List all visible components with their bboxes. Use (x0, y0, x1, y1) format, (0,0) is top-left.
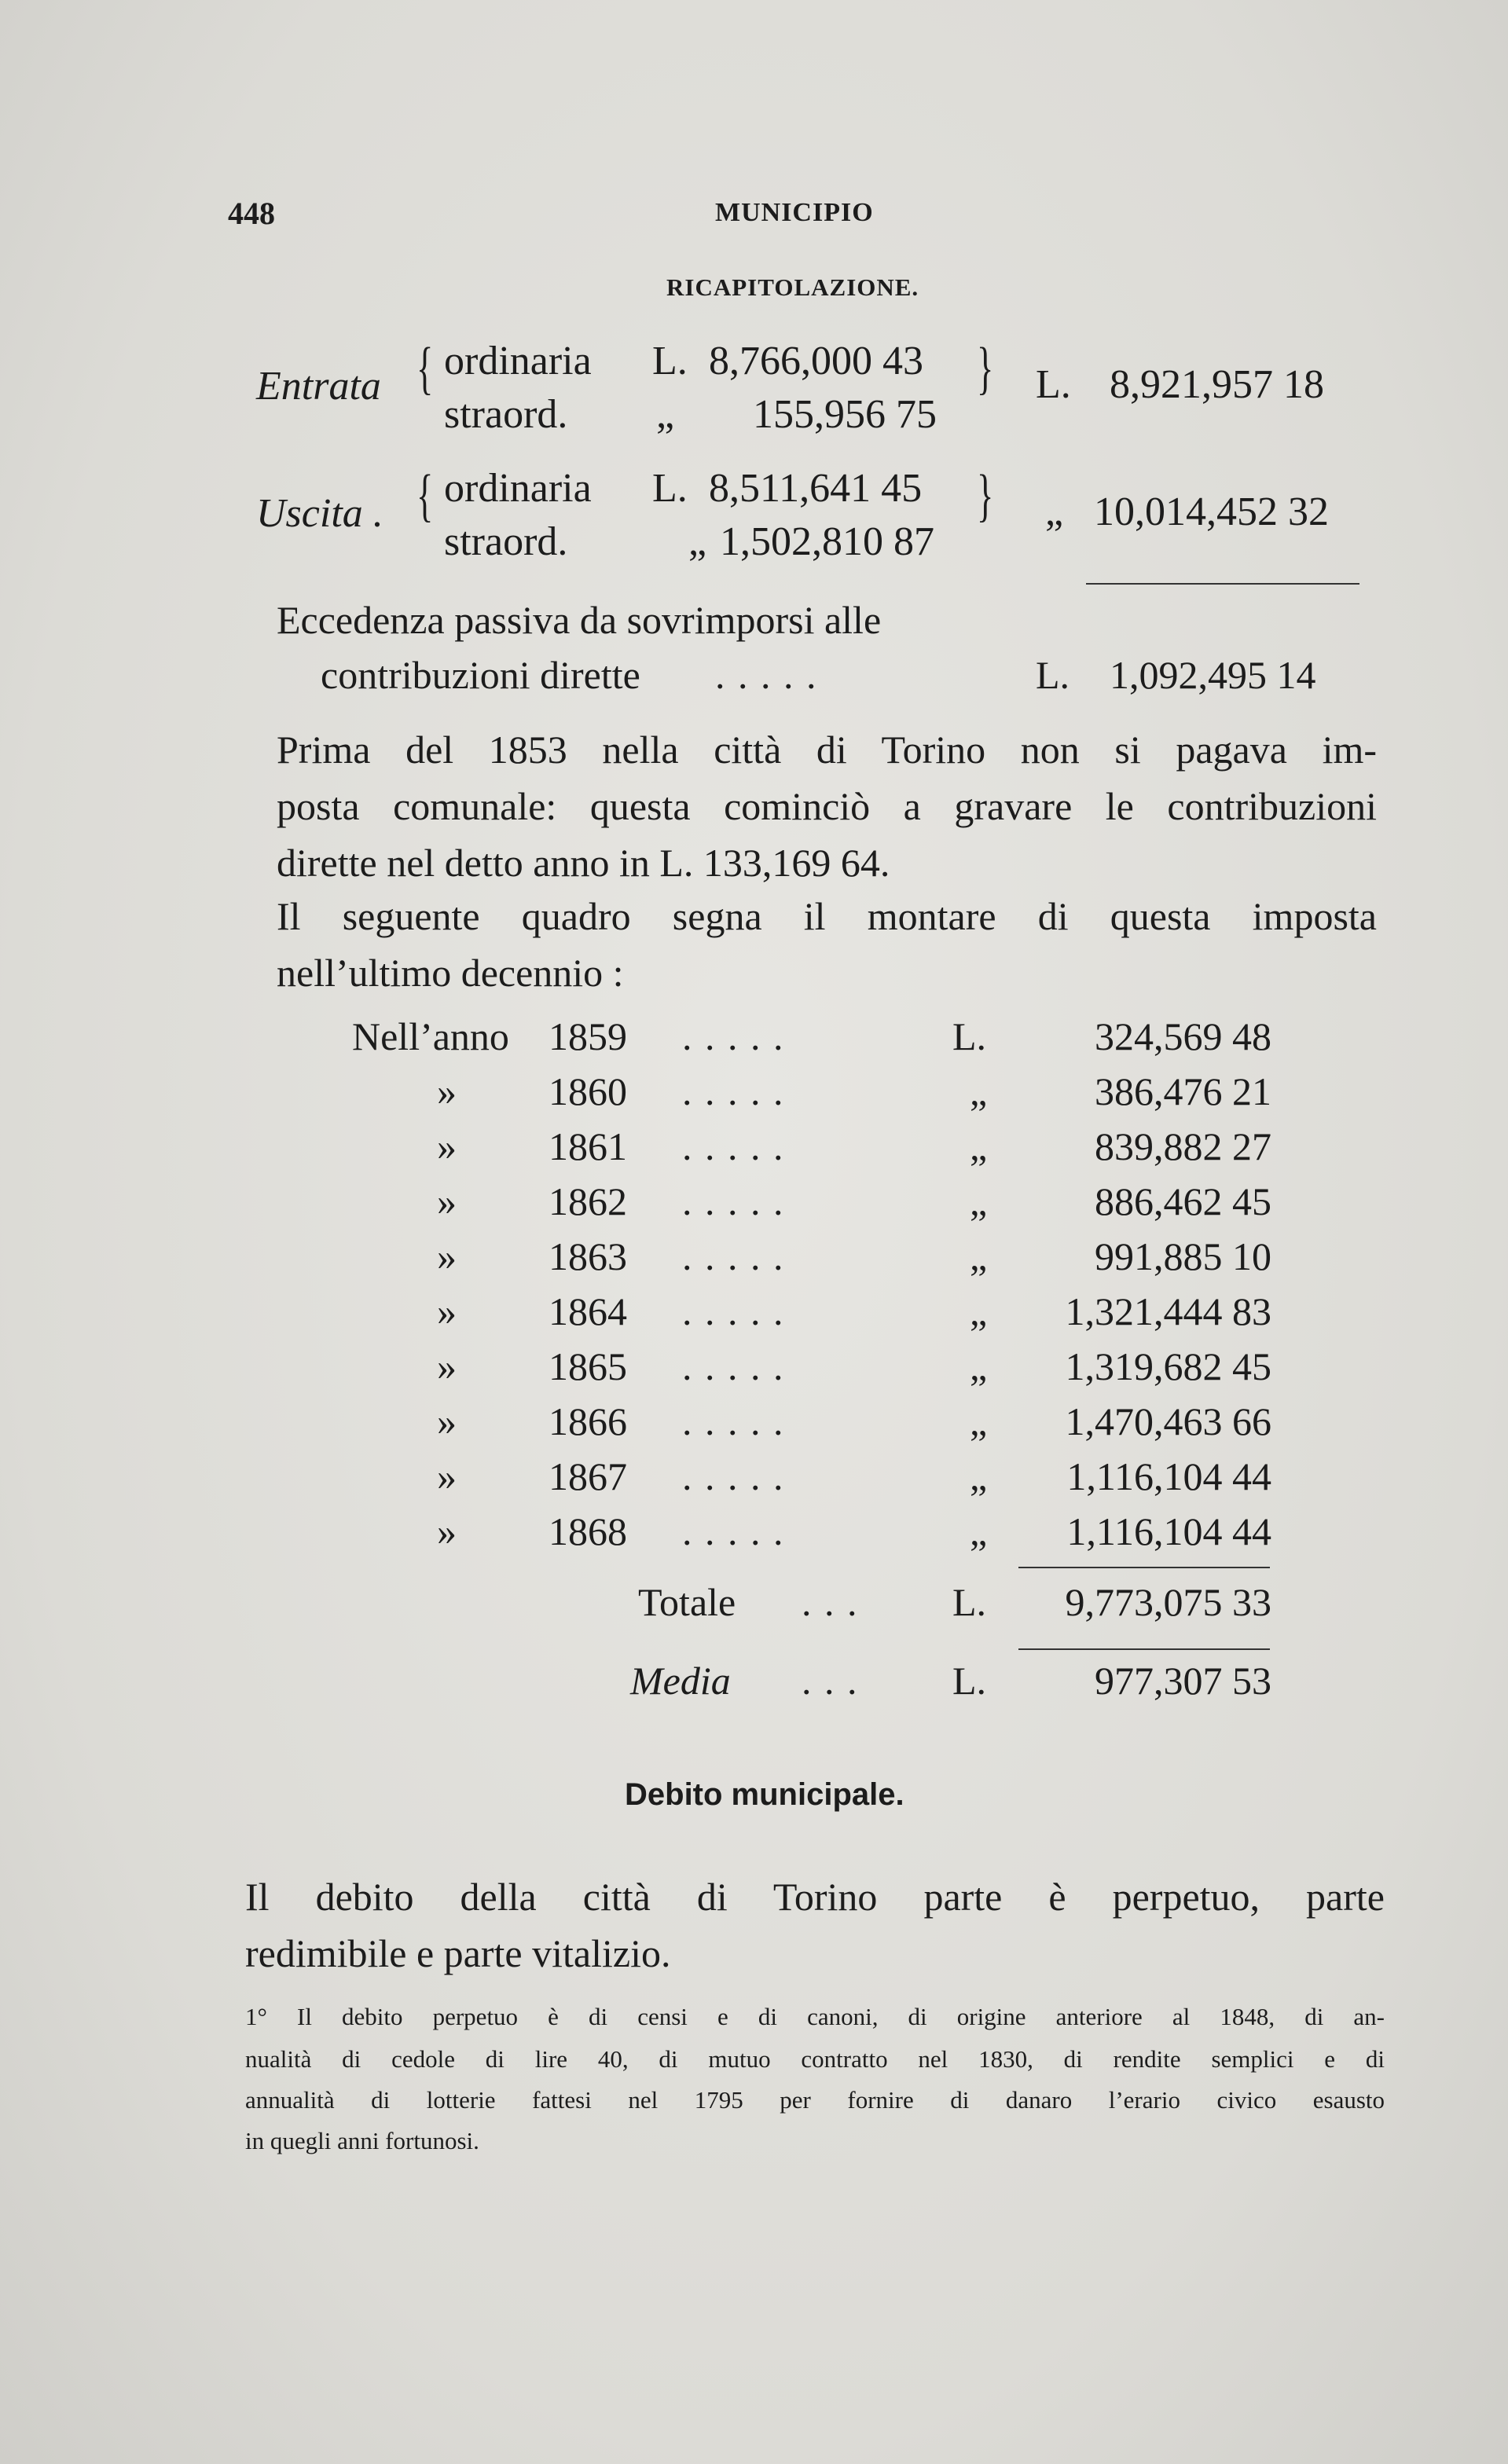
page-number: 448 (228, 196, 275, 231)
table-row (0, 1234, 1508, 1287)
row-currency: „ (970, 1344, 988, 1388)
row-ditto: » (437, 1289, 457, 1333)
row-year: 1863 (549, 1234, 627, 1278)
entrata-straord-label: straord. (444, 392, 568, 437)
row-dots: . . . . . (682, 1399, 785, 1443)
row-currency: „ (970, 1289, 988, 1333)
row-ditto: » (437, 1344, 457, 1388)
table-row (0, 1399, 1508, 1452)
uscita-ord-currency: L. (652, 466, 688, 511)
paragraph-debito (245, 1868, 1385, 1982)
eccedenza-total: 1,092,495 14 (1110, 653, 1316, 697)
uscita-right-brace: } (977, 464, 994, 528)
footnote-line4: in quegli anni fortunosi. (245, 2127, 479, 2154)
paragraph-tax-history (277, 721, 1377, 891)
row-amount: 839,882 27 (1095, 1124, 1271, 1168)
row-amount: 1,470,463 66 (1065, 1399, 1271, 1443)
uscita-total-currency: „ (1045, 490, 1064, 534)
row-dots: . . . . . (682, 1179, 785, 1223)
debito-line2: redimibile e parte vitalizio. (245, 1931, 671, 1975)
eccedenza-line1: Eccedenza passiva da sovrimporsi alle (277, 598, 882, 642)
eccedenza-line2: contribuzioni dirette (321, 653, 640, 697)
entrata-total-currency: L. (1036, 362, 1071, 407)
entrata-left-brace: { (416, 336, 434, 401)
row-amount: 1,319,682 45 (1065, 1344, 1271, 1388)
row-prefix: Nell’anno (352, 1014, 509, 1058)
row-ditto: » (437, 1399, 457, 1443)
row-amount: 324,569 48 (1095, 1014, 1271, 1058)
row-currency: „ (970, 1399, 988, 1443)
entrata-ord-currency: L. (652, 339, 688, 383)
footnote-line3: annualità di lotterie fattesi nel 1795 per fornire di danaro l’erario civico esausto (245, 2086, 1385, 2114)
table-row (0, 1509, 1508, 1562)
row-amount: 1,321,444 83 (1065, 1289, 1271, 1333)
row-currency: L. (952, 1014, 987, 1058)
row-currency: „ (970, 1234, 988, 1278)
running-title: MUNICIPIO (715, 198, 874, 227)
row-ditto: » (437, 1179, 457, 1223)
paragraph1-line1: Prima del 1853 nella città di Torino non si pagava im- (277, 728, 1377, 772)
row-dots: . . . . . (682, 1454, 785, 1498)
totale-label: Totale (638, 1580, 736, 1624)
entrata-straord-amount: 155,956 75 (753, 392, 937, 437)
uscita-straord-amount: 1,502,810 87 (720, 519, 934, 564)
uscita-label: Uscita . (256, 491, 383, 536)
row-ditto: » (437, 1234, 457, 1278)
entrata-total: 8,921,957 18 (1110, 362, 1324, 407)
table-row (0, 1014, 1508, 1067)
row-dots: . . . . . (682, 1509, 785, 1553)
row-amount: 1,116,104 44 (1066, 1454, 1271, 1498)
row-year: 1859 (549, 1014, 627, 1058)
totale-amount: 9,773,075 33 (1065, 1580, 1271, 1624)
row-dots: . . . . . (682, 1069, 785, 1113)
row-ditto: » (437, 1124, 457, 1168)
row-ditto: » (437, 1454, 457, 1498)
row-currency: „ (970, 1454, 988, 1498)
paragraph2-line1: Il seguente quadro segna il montare di questa imposta (277, 894, 1377, 938)
row-year: 1865 (549, 1344, 627, 1388)
recap-total-rule (1086, 583, 1359, 585)
totale-dots: . . . (802, 1580, 859, 1624)
totale-currency: L. (952, 1580, 987, 1624)
row-year: 1860 (549, 1069, 627, 1113)
row-year: 1868 (549, 1509, 627, 1553)
row-currency: „ (970, 1179, 988, 1223)
table-row (0, 1124, 1508, 1177)
row-dots: . . . . . (682, 1289, 785, 1333)
row-dots: . . . . . (682, 1124, 785, 1168)
media-currency: L. (952, 1659, 987, 1703)
row-currency: „ (970, 1509, 988, 1553)
section-heading-debito: Debito municipale. (625, 1777, 904, 1812)
uscita-ord-amount: 8,511,641 45 (709, 466, 923, 511)
row-year: 1862 (549, 1179, 627, 1223)
row-ditto: » (437, 1069, 457, 1113)
table-row (0, 1289, 1508, 1342)
table-row (0, 1179, 1508, 1232)
row-amount: 1,116,104 44 (1066, 1509, 1271, 1553)
paragraph-decade-intro (277, 888, 1377, 1001)
entrata-ord-amount: 8,766,000 43 (709, 339, 923, 383)
row-year: 1867 (549, 1454, 627, 1498)
uscita-straord-currency: „ (688, 519, 707, 564)
row-amount: 386,476 21 (1095, 1069, 1271, 1113)
footnote-line2: nualità di cedole di lire 40, di mutuo contratto nel 1830, di rendite semplici e di (245, 2045, 1385, 2073)
debito-line1: Il debito della città di Torino parte è perpetuo, parte (245, 1875, 1385, 1919)
table-row (0, 1344, 1508, 1397)
entrata-ord-label: ordinaria (444, 339, 592, 383)
uscita-ord-label: ordinaria (444, 466, 592, 511)
recap-heading: RICAPITOLAZIONE. (666, 273, 919, 301)
entrata-right-brace: } (977, 336, 994, 401)
media-amount: 977,307 53 (1095, 1659, 1271, 1703)
row-currency: „ (970, 1124, 988, 1168)
row-year: 1861 (549, 1124, 627, 1168)
row-dots: . . . . . (682, 1234, 785, 1278)
paragraph1-line2: posta comunale: questa cominciò a gravare le contribuzioni (277, 784, 1377, 828)
paragraph2-line2: nell’ultimo decennio : (277, 951, 624, 995)
total-rule (1018, 1567, 1270, 1568)
row-year: 1866 (549, 1399, 627, 1443)
uscita-straord-label: straord. (444, 519, 568, 564)
media-label: Media (630, 1659, 731, 1703)
totale-row (0, 1579, 1508, 1633)
entrata-straord-currency: „ (656, 392, 675, 437)
row-dots: . . . . . (682, 1344, 785, 1388)
table-row (0, 1069, 1508, 1122)
row-dots: . . . . . (682, 1014, 785, 1058)
entrata-label: Entrata (256, 364, 381, 409)
paragraph1-line3: dirette nel detto anno in L. 133,169 64. (277, 841, 890, 885)
table-row (0, 1454, 1508, 1507)
row-ditto: » (437, 1509, 457, 1553)
media-rule (1018, 1648, 1270, 1650)
footnote-line1: 1° Il debito perpetuo è di censi e di canoni, di origine anteriore al 1848, di an- (245, 2003, 1385, 2030)
media-dots: . . . (802, 1659, 859, 1703)
row-year: 1864 (549, 1289, 627, 1333)
media-row (0, 1658, 1508, 1711)
row-amount: 886,462 45 (1095, 1179, 1271, 1223)
uscita-left-brace: { (416, 464, 434, 528)
eccedenza-currency: L. (1036, 653, 1070, 697)
row-currency: „ (970, 1069, 988, 1113)
eccedenza-dots: . . . . . (715, 653, 818, 697)
row-amount: 991,885 10 (1095, 1234, 1271, 1278)
uscita-total: 10,014,452 32 (1094, 490, 1329, 534)
